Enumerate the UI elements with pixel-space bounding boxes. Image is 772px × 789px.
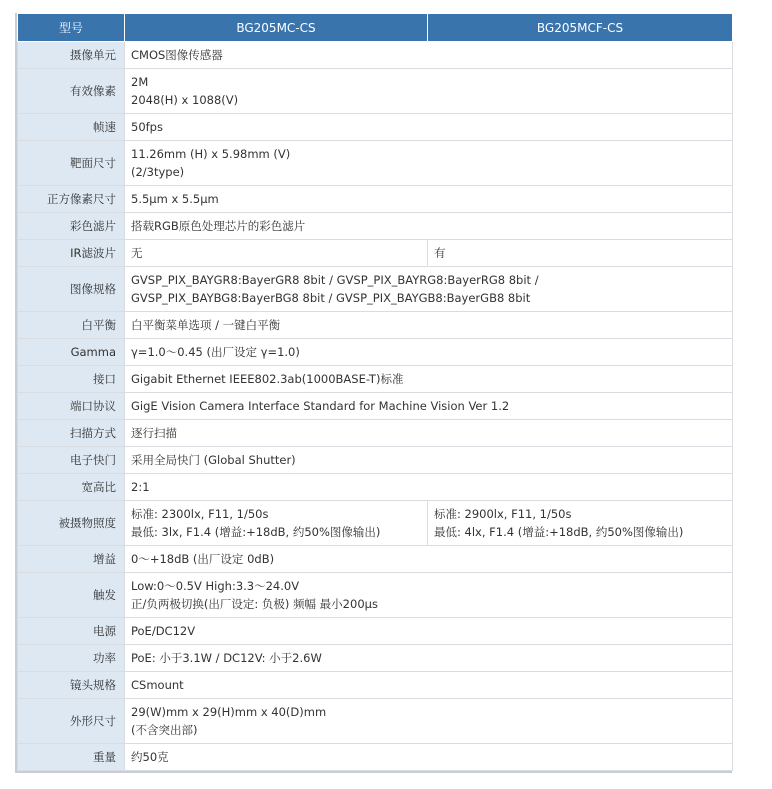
- row-interface: [18, 366, 733, 393]
- row-value-a: 无: [125, 240, 428, 267]
- row-value-b: [428, 501, 733, 546]
- row-label: 图像规格: [18, 267, 125, 312]
- row-label: 宽高比: [18, 474, 125, 501]
- value-line: (2/3type): [131, 165, 185, 179]
- row-label: 电子快门: [18, 447, 125, 474]
- row-white-balance: [18, 312, 733, 339]
- row-shutter: [18, 447, 733, 474]
- row-illumination: [18, 501, 733, 546]
- row-value: γ=1.0～0.45 (出厂设定 γ=1.0): [125, 339, 733, 366]
- row-pixels: [18, 69, 733, 114]
- row-label: 端口协议: [18, 393, 125, 420]
- row-value: [125, 573, 733, 618]
- value-line: 标准: 2300lx, F11, 1/50s: [131, 507, 269, 521]
- row-power: [18, 618, 733, 645]
- row-label: 镜头规格: [18, 672, 125, 699]
- row-label: 帧速: [18, 114, 125, 141]
- row-value: 2:1: [125, 474, 733, 501]
- value-line: Low:0～0.5V High:3.3～24.0V: [131, 579, 300, 593]
- row-value: 搭载RGB原色处理芯片的彩色滤片: [125, 213, 733, 240]
- row-value-b: 有: [428, 240, 733, 267]
- header-row: [18, 14, 733, 42]
- row-value: 5.5μm x 5.5μm: [125, 186, 733, 213]
- row-ir-filter: [18, 240, 733, 267]
- row-color-filter: [18, 213, 733, 240]
- row-value: Gigabit Ethernet IEEE802.3ab(1000BASE-T)标准: [125, 366, 733, 393]
- value-line: 2048(H) x 1088(V): [131, 93, 239, 107]
- row-value: PoE/DC12V: [125, 618, 733, 645]
- row-label: 扫描方式: [18, 420, 125, 447]
- row-dimensions: [18, 699, 733, 744]
- value-line: GVSP_PIX_BAYGR8:BayerGR8 8bit / GVSP_PIX_BAYRG8:BayerRG8 8bit /: [131, 273, 539, 287]
- row-value: CSmount: [125, 672, 733, 699]
- row-label: 摄像单元: [18, 42, 125, 69]
- row-label: 彩色滤片: [18, 213, 125, 240]
- value-line: 最低: 4lx, F1.4 (增益:+18dB, 约50%图像输出): [434, 525, 684, 539]
- row-label: Gamma: [18, 339, 125, 366]
- row-aspect: [18, 474, 733, 501]
- row-value: [125, 267, 733, 312]
- row-label: 增益: [18, 546, 125, 573]
- row-label: 正方像素尺寸: [18, 186, 125, 213]
- row-label: 重量: [18, 744, 125, 771]
- row-value: CMOS图像传感器: [125, 42, 733, 69]
- header-model-b: BG205MCF-CS: [428, 14, 733, 42]
- row-gain: [18, 546, 733, 573]
- row-value: [125, 141, 733, 186]
- row-value-a: [125, 501, 428, 546]
- row-label: 白平衡: [18, 312, 125, 339]
- row-value: [125, 699, 733, 744]
- row-value: 50fps: [125, 114, 733, 141]
- row-format: [18, 267, 733, 312]
- row-label: 功率: [18, 645, 125, 672]
- row-value: [125, 69, 733, 114]
- row-gamma: [18, 339, 733, 366]
- value-line: 2M: [131, 75, 149, 89]
- value-line: 最低: 3lx, F1.4 (增益:+18dB, 约50%图像输出): [131, 525, 381, 539]
- row-lens: [18, 672, 733, 699]
- spec-table: [17, 13, 733, 771]
- value-line: (不含突出部): [131, 723, 198, 737]
- row-label: 外形尺寸: [18, 699, 125, 744]
- row-consumption: [18, 645, 733, 672]
- row-label: 电源: [18, 618, 125, 645]
- row-value: 0～+18dB (出厂设定 0dB): [125, 546, 733, 573]
- row-scan: [18, 420, 733, 447]
- value-line: 11.26mm (H) x 5.98mm (V): [131, 147, 291, 161]
- row-label: 被摄物照度: [18, 501, 125, 546]
- row-value: 白平衡菜单选项 / 一键白平衡: [125, 312, 733, 339]
- row-pixel-size: [18, 186, 733, 213]
- row-value: 采用全局快门 (Global Shutter): [125, 447, 733, 474]
- row-value: GigE Vision Camera Interface Standard for Machine Vision Ver 1.2: [125, 393, 733, 420]
- header-model-a: BG205MC-CS: [125, 14, 428, 42]
- row-fps: [18, 114, 733, 141]
- value-line: 标准: 2900lx, F11, 1/50s: [434, 507, 572, 521]
- row-value: PoE: 小于3.1W / DC12V: 小于2.6W: [125, 645, 733, 672]
- row-label: 接口: [18, 366, 125, 393]
- row-trigger: [18, 573, 733, 618]
- row-weight: [18, 744, 733, 771]
- row-protocol: [18, 393, 733, 420]
- row-label: 触发: [18, 573, 125, 618]
- row-value: 约50克: [125, 744, 733, 771]
- value-line: 29(W)mm x 29(H)mm x 40(D)mm: [131, 705, 327, 719]
- header-model-label: 型号: [18, 14, 125, 42]
- spec-table-frame: [15, 13, 732, 773]
- row-target: [18, 141, 733, 186]
- row-label: 有效像素: [18, 69, 125, 114]
- row-label: 靶面尺寸: [18, 141, 125, 186]
- row-sensor: [18, 42, 733, 69]
- value-line: GVSP_PIX_BAYBG8:BayerBG8 8bit / GVSP_PIX_BAYGB8:BayerGB8 8bit: [131, 291, 531, 305]
- value-line: 正/负两极切换(出厂设定: 负极) 频幅 最小200μs: [131, 597, 378, 611]
- row-label: IR滤波片: [18, 240, 125, 267]
- row-value: 逐行扫描: [125, 420, 733, 447]
